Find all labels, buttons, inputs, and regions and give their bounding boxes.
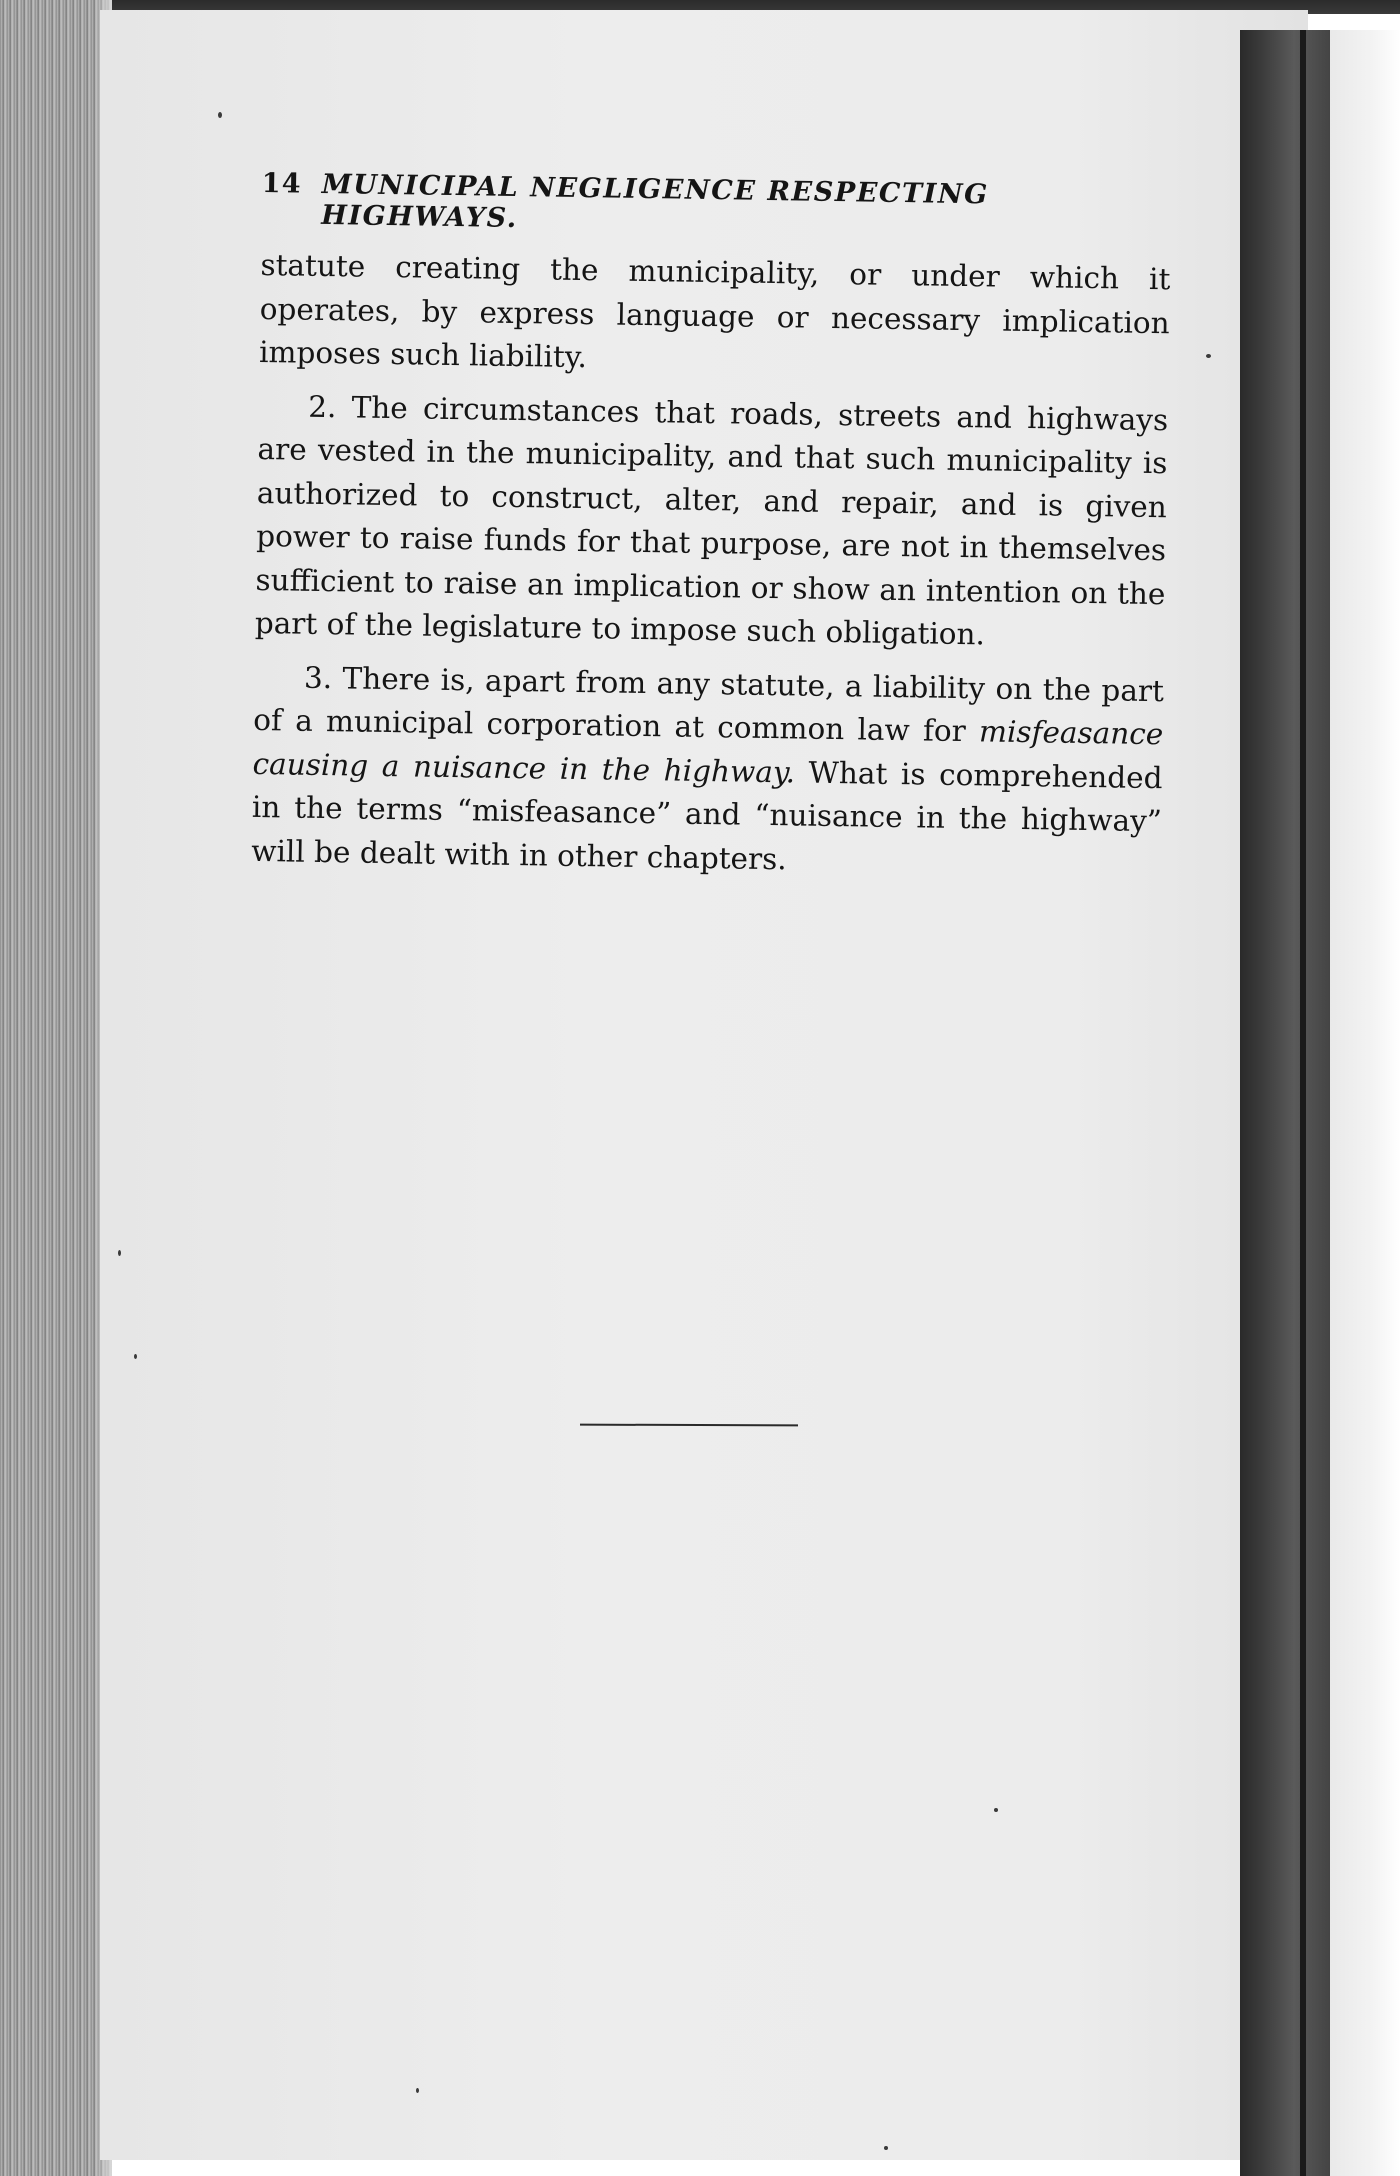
scan-speck <box>118 1250 121 1256</box>
scan-speck <box>218 112 222 118</box>
page-stack-edge <box>0 0 112 2176</box>
paragraph-3 <box>251 655 1164 887</box>
paragraph-3-italic: misfeasance causing a nuisance in the highway. <box>252 714 1164 789</box>
scan-speck <box>884 2146 888 2150</box>
scan-speck <box>134 1354 137 1359</box>
paragraph-3-text: 3. There is, apart from any statute, a liability on the part of a municipal corporation at common law for <box>253 660 1165 749</box>
page-text <box>251 168 1172 887</box>
scan-speck <box>994 1808 998 1812</box>
paragraph-2: 2. The circumstances that roads, streets and highways are vested in the municipality, and that such municipality is authorized to construct, alter, and repair, and is given power to raise funds for that purpose, are not in themselves sufficient to raise an implication or show an intention on the part of the legislature to impose such obligation. <box>254 389 1169 652</box>
page-number: 14 <box>261 168 302 200</box>
scan-speck <box>1206 354 1211 358</box>
running-head <box>261 168 1172 244</box>
paragraph-3-text-end: What is comprehended in the terms “misfeasance” and “nuisance in the highway” will be dealt with in other chapters. <box>251 754 1163 876</box>
binding-shadow <box>1240 30 1330 2176</box>
scan-speck <box>416 2088 419 2093</box>
running-head-title: MUNICIPAL NEGLIGENCE RESPECTING HIGHWAYS. <box>321 168 990 235</box>
paragraph-1: statute creating the municipality, or under which it operates, by express language or necessary implication imposes such liability. <box>258 247 1171 375</box>
binding-line <box>1300 30 1306 2176</box>
facing-page-edge <box>1330 30 1400 2176</box>
